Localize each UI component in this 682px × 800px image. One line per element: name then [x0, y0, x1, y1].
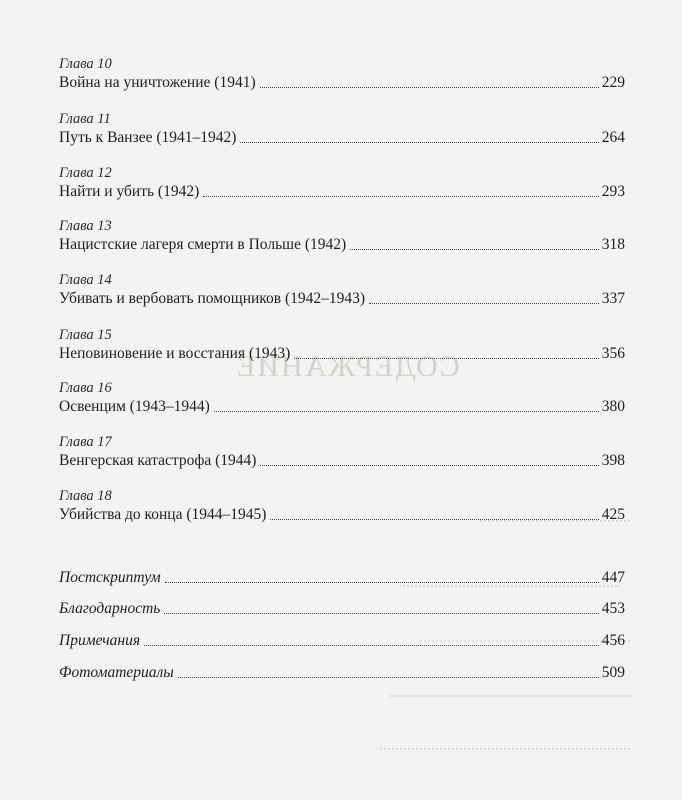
chapter-title: Нацистские лагеря смерти в Польше (1942)	[59, 236, 347, 253]
chapter-number: Глава 15	[59, 327, 112, 343]
chapter-number: Глава 14	[59, 272, 112, 288]
section-title: Фотоматериалы	[59, 664, 174, 681]
bleed-through-leader	[390, 695, 630, 697]
toc-row[interactable]	[59, 505, 625, 525]
toc-backmatter-entry	[59, 663, 625, 683]
chapter-title: Венгерская катастрофа (1944)	[59, 452, 257, 469]
toc-row[interactable]	[59, 182, 625, 202]
dot-leader	[260, 465, 598, 466]
chapter-number: Глава 10	[59, 56, 112, 72]
toc-backmatter-entry	[59, 631, 625, 651]
dot-leader	[144, 645, 599, 646]
toc-row[interactable]	[59, 73, 625, 93]
toc-chapter-entry	[59, 433, 625, 471]
bleed-through-leader	[380, 748, 630, 750]
dot-leader	[203, 196, 599, 197]
chapter-number: Глава 13	[59, 218, 112, 234]
toc-row[interactable]	[59, 235, 625, 255]
chapter-title: Убийства до конца (1944–1945)	[59, 506, 267, 523]
page-number: 318	[601, 236, 625, 253]
toc-chapter-entry	[59, 379, 625, 417]
toc-chapter-entry	[59, 110, 625, 148]
toc-row[interactable]	[59, 631, 625, 651]
chapter-title: Путь к Ванзее (1941–1942)	[59, 129, 237, 146]
chapter-title: Освенцим (1943–1944)	[59, 398, 210, 415]
dot-leader	[164, 613, 598, 614]
toc-backmatter-entry	[59, 599, 625, 619]
page-number: 447	[601, 569, 625, 586]
toc-row[interactable]	[59, 128, 625, 148]
page-number: 293	[601, 183, 625, 200]
dot-leader	[260, 87, 599, 88]
page-number: 456	[601, 632, 625, 649]
toc-chapter-entry	[59, 487, 625, 525]
toc-row[interactable]	[59, 451, 625, 471]
dot-leader	[369, 303, 599, 304]
toc-row[interactable]	[59, 663, 625, 683]
dot-leader	[240, 142, 598, 143]
dot-leader	[165, 582, 599, 583]
page-number: 398	[601, 452, 625, 469]
chapter-title: Убивать и вербовать помощников (1942–1943)	[59, 290, 366, 307]
chapter-number: Глава 11	[59, 111, 111, 127]
dot-leader	[270, 519, 598, 520]
toc-chapter-entry	[59, 164, 625, 202]
dot-leader	[178, 677, 599, 678]
section-title: Примечания	[59, 632, 141, 649]
dot-leader	[294, 358, 598, 359]
dot-leader	[214, 411, 599, 412]
page-number: 229	[601, 74, 625, 91]
toc-chapter-entry	[59, 326, 625, 364]
chapter-number: Глава 12	[59, 165, 112, 181]
toc-row[interactable]	[59, 289, 625, 309]
toc-row[interactable]	[59, 568, 625, 588]
toc-backmatter-entry	[59, 568, 625, 588]
dot-leader	[350, 249, 599, 250]
chapter-number: Глава 17	[59, 434, 112, 450]
toc-chapter-entry	[59, 271, 625, 309]
chapter-number: Глава 16	[59, 380, 112, 396]
page-number: 264	[601, 129, 625, 146]
chapter-title: Война на уничтожение (1941)	[59, 74, 256, 91]
page-number: 380	[601, 398, 625, 415]
section-title: Благодарность	[59, 600, 161, 617]
page-number: 425	[601, 506, 625, 523]
section-title: Постскриптум	[59, 569, 161, 586]
toc-row[interactable]	[59, 344, 625, 364]
page-number: 509	[601, 664, 625, 681]
page-number: 453	[601, 600, 625, 617]
page-number: 356	[601, 345, 625, 362]
page-number: 337	[601, 290, 625, 307]
toc-row[interactable]	[59, 397, 625, 417]
toc-chapter-entry	[59, 55, 625, 93]
bleed-through-heading: СОДЕРЖАНИЕ	[235, 350, 460, 383]
chapter-number: Глава 18	[59, 488, 112, 504]
toc-chapter-entry	[59, 217, 625, 255]
toc-row[interactable]	[59, 599, 625, 619]
chapter-title: Найти и убить (1942)	[59, 183, 200, 200]
chapter-title: Неповиновение и восстания (1943)	[59, 345, 291, 362]
